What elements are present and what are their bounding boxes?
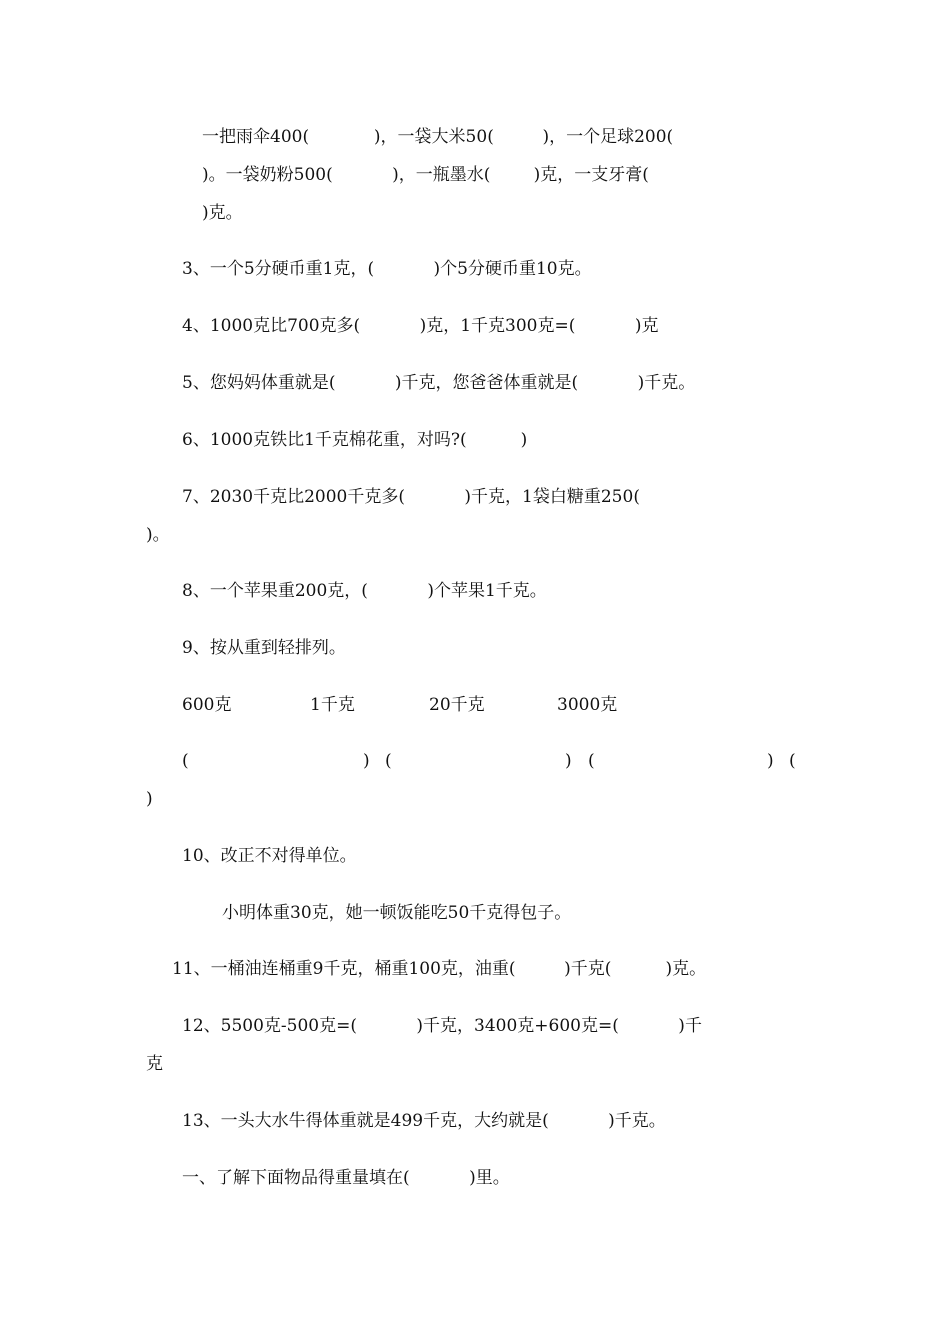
q10-sentence: 小明体重30克，她一顿饭能吃50千克得包子。: [222, 903, 572, 923]
order-close-paren: ): [363, 751, 370, 771]
weight-item: 1千克: [310, 695, 355, 715]
q7-line-1: 7、2030千克比2000千克多( )千克，1袋白糖重250(: [182, 487, 640, 507]
weight-item: 600克: [182, 695, 232, 715]
q6-text: 6、1000克铁比1千克棉花重，对吗?( ): [182, 430, 528, 450]
q3-text: 3、一个5分硬币重1克，( )个5分硬币重10克。: [182, 259, 592, 279]
q8-text: 8、一个苹果重200克，( )个苹果1千克。: [182, 581, 547, 601]
q2-line-2: )。一袋奶粉500( )，一瓶墨水( )克，一支牙膏(: [202, 165, 649, 185]
q2-line-1: 一把雨伞400( )，一袋大米50( )，一个足球200(: [202, 127, 674, 147]
order-open-paren: (: [385, 751, 392, 771]
q12-line-2: 克: [146, 1054, 163, 1074]
q10-text: 10、改正不对得单位。: [182, 846, 357, 866]
q4-text: 4、1000克比700克多( )克，1千克300克=( )克: [182, 316, 659, 336]
q7-line-2: )。: [146, 525, 170, 545]
weight-item: 20千克: [429, 695, 485, 715]
q11-text: 11、一桶油连桶重9千克，桶重100克，油重( )千克( )克。: [172, 959, 707, 979]
q9-text: 9、按从重到轻排列。: [182, 638, 346, 658]
q2-line-3: )克。: [202, 203, 243, 223]
order-close-paren: ): [565, 751, 572, 771]
weight-item: 3000克: [557, 695, 618, 715]
q12-line-1: 12、5500克-500克=( )千克，3400克+600克=( )千: [182, 1016, 702, 1036]
q5-text: 5、您妈妈体重就是( )千克，您爸爸体重就是( )千克。: [182, 373, 696, 393]
section-heading: 一、了解下面物品得重量填在( )里。: [182, 1168, 510, 1188]
order-close-paren: ): [767, 751, 774, 771]
order-open-paren: (: [182, 751, 189, 771]
q13-text: 13、一头大水牛得体重就是499千克，大约就是( )千克。: [182, 1111, 666, 1131]
order-close-paren: ): [146, 789, 153, 809]
order-open-paren: (: [789, 751, 796, 771]
order-open-paren: (: [588, 751, 595, 771]
